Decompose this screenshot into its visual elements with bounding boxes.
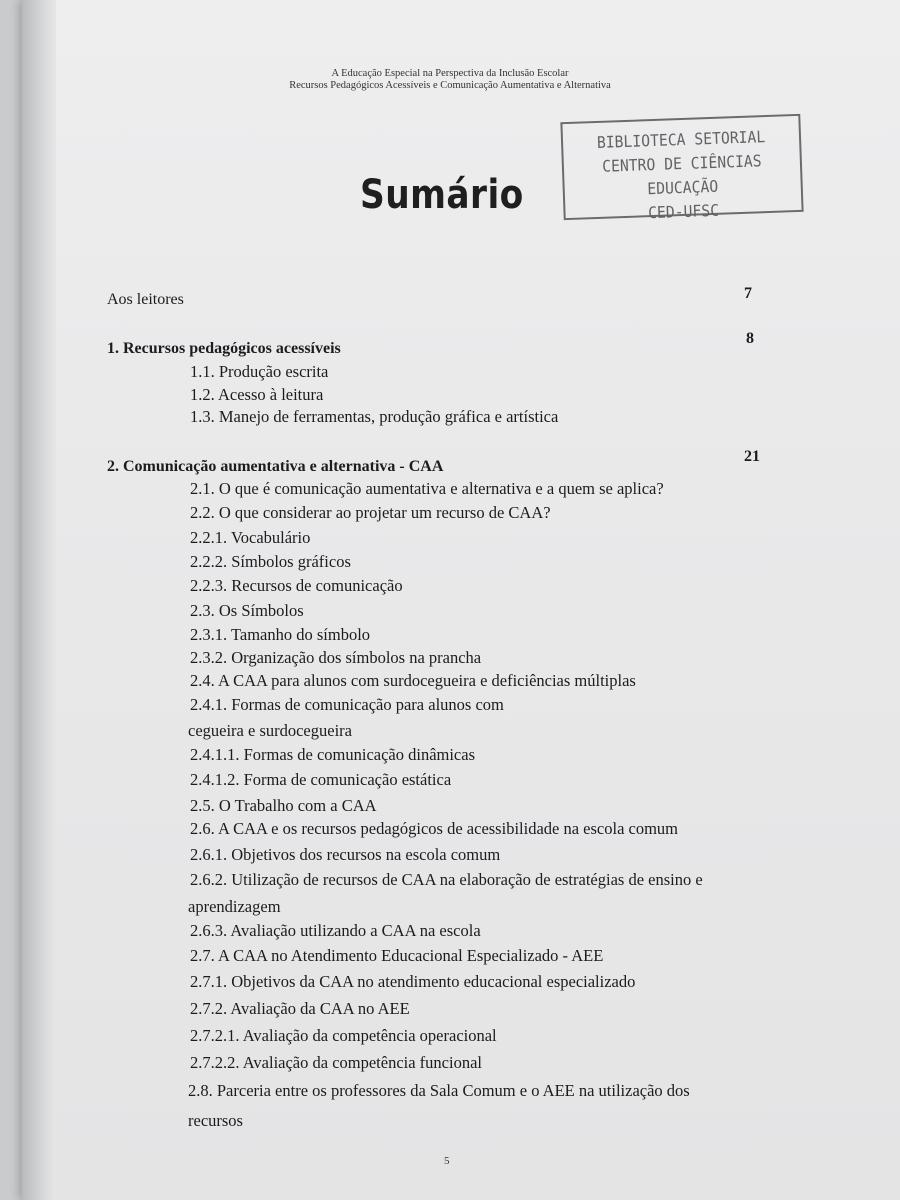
toc-item: 2.3.2. Organização dos símbolos na prancha (190, 648, 482, 667)
toc-item: 2.6.1. Objetivos dos recursos na escola comum (190, 845, 501, 864)
stamp-line-2: CENTRO DE CIÊNCIAS EDUCAÇÃO (601, 151, 762, 199)
toc-item: 2.7.2.1. Avaliação da competência operacional (190, 1026, 497, 1045)
library-stamp (560, 114, 803, 223)
stamp-line-1: BIBLIOTECA SETORIAL (596, 127, 766, 152)
toc-item: 2.2.2. Símbolos gráficos (190, 552, 351, 571)
toc-item-continuation: recursos (188, 1111, 243, 1130)
toc-item: 2.6. A CAA e os recursos pedagógicos de acessibilidade na escola comum (190, 819, 679, 838)
toc-item: 2.1. O que é comunicação aumentativa e alternativa e a quem se aplica? (190, 479, 664, 498)
toc-item: 2.6.2. Utilização de recursos de CAA na elaboração de estratégias de ensino e (190, 870, 703, 889)
toc-section-1: 1. Recursos pedagógicos acessíveis (107, 340, 341, 357)
toc-item: 2.4.1.1. Formas de comunicação dinâmicas (190, 745, 476, 764)
toc-item: 2.7. A CAA no Atendimento Educacional Especializado - AEE (190, 946, 604, 965)
toc-item: 2.2.3. Recursos de comunicação (190, 576, 403, 595)
toc-item: 2.4. A CAA para alunos com surdocegueira e deficiências múltiplas (190, 671, 636, 690)
toc-item: 2.7.2.2. Avaliação da competência funcional (190, 1053, 482, 1072)
toc-item: 1.2. Acesso à leitura (190, 385, 324, 404)
toc-item: 2.4.1.2. Forma de comunicação estática (190, 770, 452, 789)
toc-item: 2.7.1. Objetivos da CAA no atendimento educacional especializado (190, 972, 636, 991)
toc-item: 2.7.2. Avaliação da CAA no AEE (190, 999, 410, 1018)
page-title: Sumário (360, 172, 524, 218)
toc-item: 2.6.3. Avaliação utilizando a CAA na escola (190, 921, 481, 940)
running-head-line-1: A Educação Especial na Perspectiva da Inclusão Escolar (331, 68, 569, 79)
toc-section-2: 2. Comunicação aumentativa e alternativa - CAA (107, 458, 444, 475)
toc-item: 2.2. O que considerar ao projetar um recurso de CAA? (190, 503, 551, 522)
page-binding-edge (22, 0, 56, 1200)
stamp-line-3: CED-UFSC (647, 200, 720, 223)
toc-item: 1.1. Produção escrita (190, 362, 329, 381)
toc-entry-aos-leitores: Aos leitores (107, 291, 184, 308)
toc-item-continuation: cegueira e surdocegueira (188, 721, 352, 740)
toc-page-section-2: 21 (744, 448, 760, 465)
toc-item: 2.3. Os Símbolos (190, 601, 304, 620)
toc-item: 2.2.1. Vocabulário (190, 528, 311, 547)
footer-page-number: 5 (444, 1155, 450, 1167)
toc-item: 1.3. Manejo de ferramentas, produção gráfica e artística (190, 407, 559, 426)
toc-page-section-1: 8 (746, 330, 754, 347)
toc-item: 2.3.1. Tamanho do símbolo (190, 625, 371, 644)
toc-item: 2.4.1. Formas de comunicação para alunos com (190, 695, 504, 714)
toc-item: 2.5. O Trabalho com a CAA (190, 796, 377, 815)
toc-page-aos-leitores: 7 (744, 285, 752, 302)
running-head-line-2: Recursos Pedagógicos Acessíveis e Comunicação Aumentativa e Alternativa (289, 80, 611, 91)
toc-item: 2.8. Parceria entre os professores da Sala Comum e o AEE na utilização dos (188, 1081, 690, 1100)
toc-item-continuation: aprendizagem (188, 897, 281, 916)
